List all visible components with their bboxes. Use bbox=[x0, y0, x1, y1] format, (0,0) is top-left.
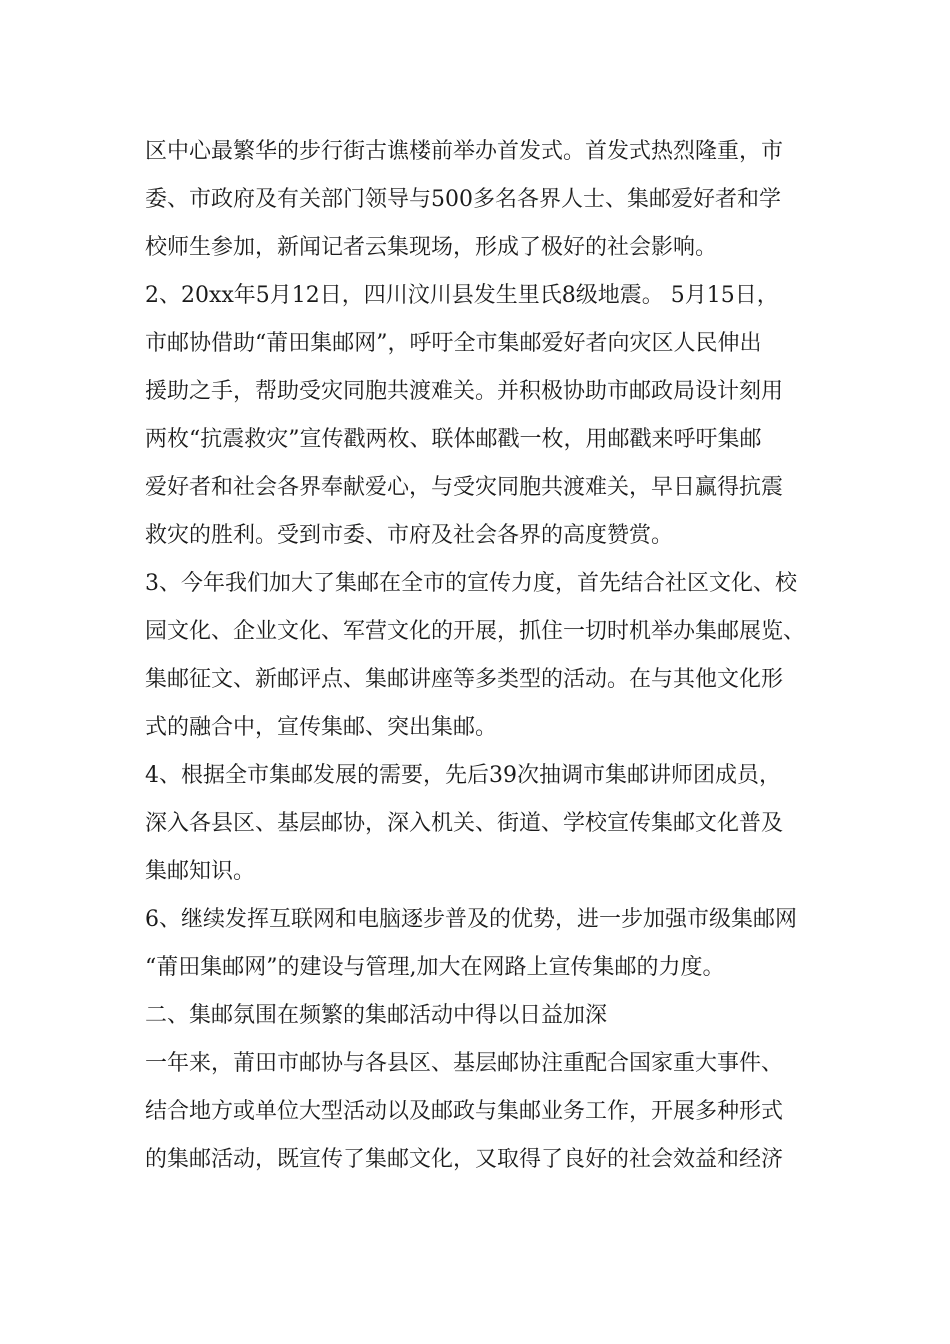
text-line: 集邮征文、新邮评点、集邮讲座等多类型的活动。在与其他文化形 bbox=[145, 667, 784, 692]
text-line: 2、20xx年5月12日，四川汶川县发生里氏8级地震。 5月15日， bbox=[145, 283, 779, 308]
text-line: 3、今年我们加大了集邮在全市的宣传力度，首先结合社区文化、校 bbox=[145, 571, 797, 596]
text-line: 式的融合中，宣传集邮、突出集邮。 bbox=[145, 715, 498, 740]
body-text bbox=[145, 128, 815, 1184]
text-line: 深入各县区、基层邮协，深入机关、街道、学校宣传集邮文化普及 bbox=[145, 811, 784, 836]
text-line: 区中心最繁华的步行街古谯楼前举办首发式。首发式热烈隆重，市 bbox=[145, 139, 784, 164]
text-line: 集邮知识。 bbox=[145, 859, 256, 884]
text-line: 爱好者和社会各界奉献爱心，与受灾同胞共渡难关，早日赢得抗震 bbox=[145, 475, 784, 500]
text-line: 园文化、企业文化、军营文化的开展，抓住一切时机举办集邮展览、 bbox=[145, 619, 806, 644]
text-line: 4、根据全市集邮发展的需要，先后39次抽调市集邮讲师团成员， bbox=[145, 763, 781, 788]
section-heading: 二、集邮氛围在频繁的集邮活动中得以日益加深 bbox=[145, 1003, 608, 1028]
text-line: 救灾的胜利。受到市委、市府及社会各界的高度赞赏。 bbox=[145, 523, 674, 548]
text-line: 一年来，莆田市邮协与各县区、基层邮协注重配合国家重大事件、 bbox=[145, 1051, 784, 1076]
text-line: 市邮协借助“莆田集邮网”，呼吁全市集邮爱好者向灾区人民伸出 bbox=[145, 331, 762, 356]
text-line: 6、继续发挥互联网和电脑逐步普及的优势，进一步加强市级集邮网 bbox=[145, 907, 797, 932]
text-line: 结合地方或单位大型活动以及邮政与集邮业务工作，开展多种形式 bbox=[145, 1099, 784, 1124]
text-line: 委、市政府及有关部门领导与500多名各界人士、集邮爱好者和学 bbox=[145, 187, 781, 212]
text-line: 援助之手，帮助受灾同胞共渡难关。并积极协助市邮政局设计刻用 bbox=[145, 379, 784, 404]
text-line: 两枚“抗震救灾”宣传戳两枚、联体邮戳一枚，用邮戳来呼吁集邮 bbox=[145, 427, 762, 452]
text-line: 的集邮活动，既宣传了集邮文化，又取得了良好的社会效益和经济 bbox=[145, 1147, 784, 1172]
text-line: “莆田集邮网”的建设与管理,加大在网路上宣传集邮的力度。 bbox=[145, 955, 725, 980]
text-line: 校师生参加，新闻记者云集现场，形成了极好的社会影响。 bbox=[145, 235, 718, 260]
